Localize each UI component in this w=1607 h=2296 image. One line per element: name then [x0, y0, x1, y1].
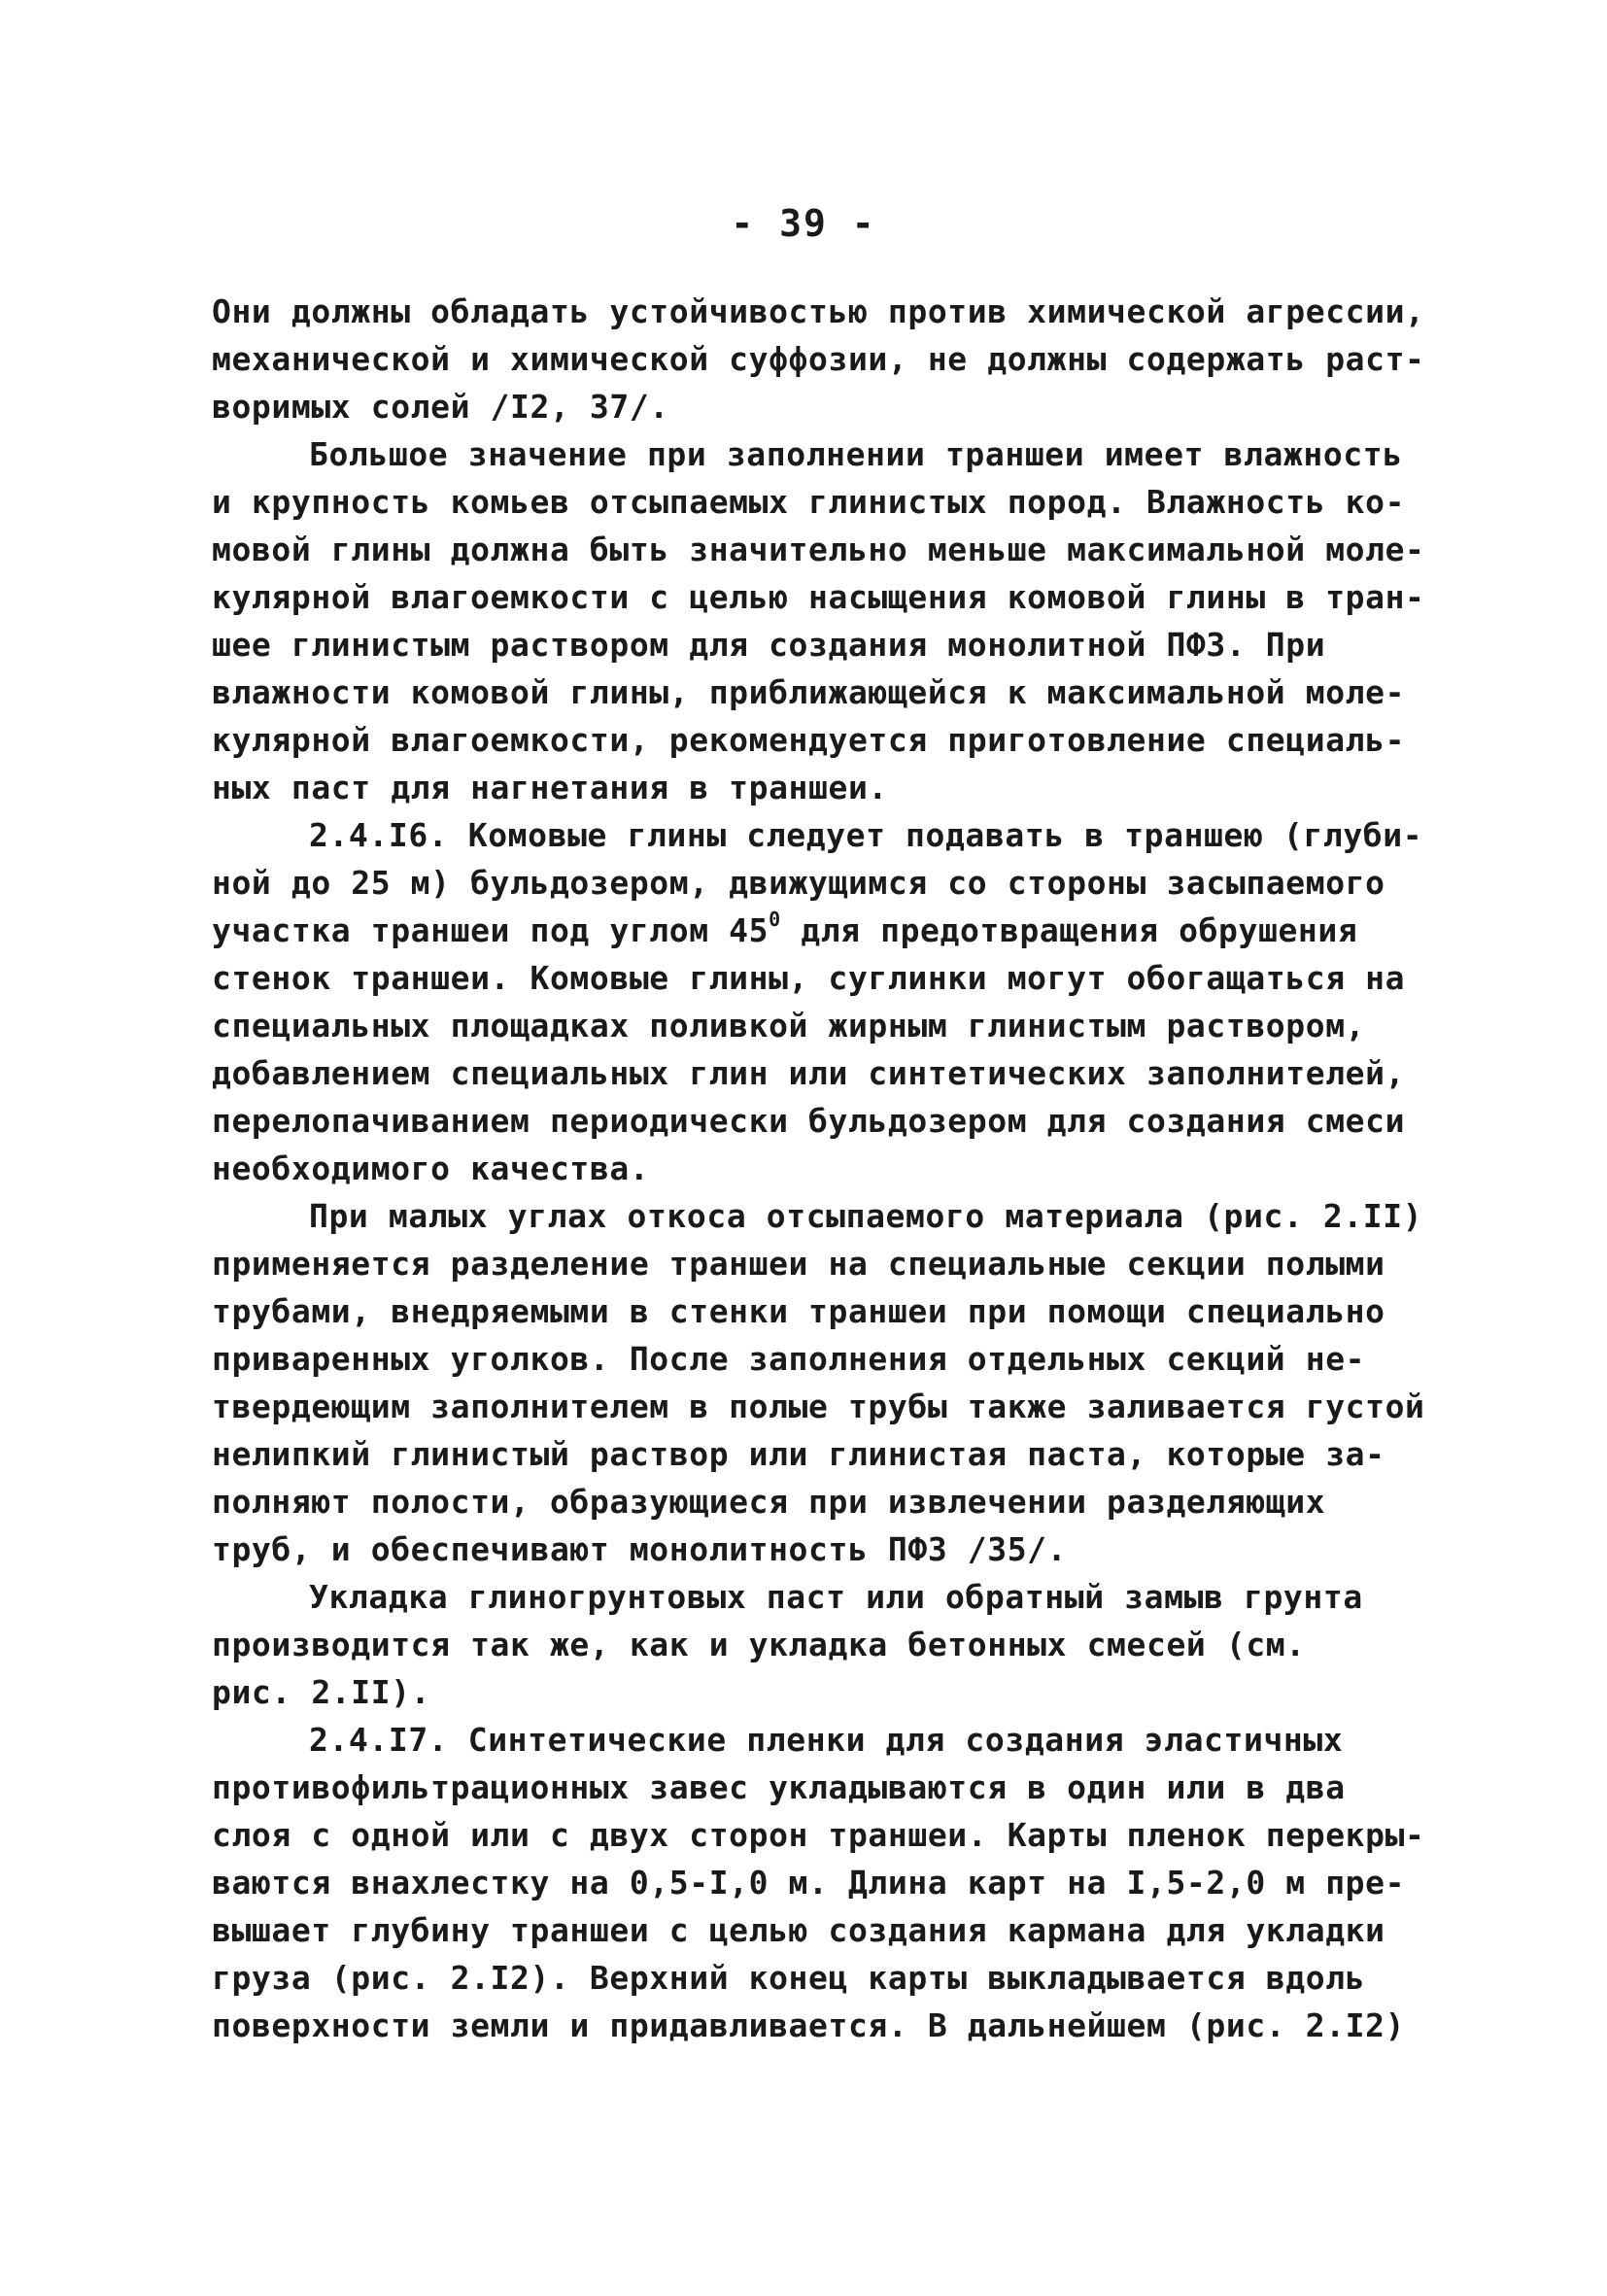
text-line: слоя с одной или с двух сторон траншеи. Карты пленок перекры-	[212, 1816, 1425, 1854]
text-line: механической и химической суффозии, не должны содержать раст-	[212, 340, 1425, 378]
text-line: стенок траншеи. Комовые глины, суглинки могут обогащаться на	[212, 959, 1406, 997]
text-line: рис. 2.II).	[212, 1673, 431, 1711]
text-line: мовой глины должна быть значительно меньше максимальной моле-	[212, 531, 1425, 568]
paragraph-start-line: При малых углах откоса отсыпаемого материала (рис. 2.II)	[309, 1197, 1423, 1235]
text-line: кулярной влагоемкости с целью насыщения комовой глины в тран-	[212, 578, 1425, 616]
text-line: необходимого качества.	[212, 1149, 650, 1187]
page-number: - 39 -	[731, 202, 876, 245]
paragraph-start-line: 2.4.I6. Комовые глины следует подавать в траншею (глуби-	[309, 816, 1423, 854]
text-line: производится так же, как и укладка бетонных смесей (см.	[212, 1626, 1306, 1663]
text-line: воримых солей /I2, 37/.	[212, 388, 669, 426]
text-line: влажности комовой глины, приближающейся к максимальной моле-	[212, 673, 1406, 711]
text-line: полняют полости, образующиеся при извлечении разделяющих	[212, 1483, 1326, 1521]
text-line: нелипкий глинистый раствор или глинистая паста, которые за-	[212, 1435, 1385, 1473]
text-line: твердеющим заполнителем в полые трубы также заливается густой	[212, 1388, 1425, 1425]
text-line: ных паст для нагнетания в траншеи.	[212, 769, 888, 806]
text-line: ной до 25 м) бульдозером, движущимся со стороны засыпаемого	[212, 864, 1385, 902]
text-line: приваренных уголков. После заполнения отдельных секций не-	[212, 1340, 1366, 1378]
text-line-with-degree	[212, 907, 1436, 954]
text-line: поверхности земли и придавливается. В дальнейшем (рис. 2.I2)	[212, 2006, 1406, 2044]
text-line: применяется разделение траншеи на специальные секции полыми	[212, 1245, 1385, 1283]
text-line: перелопачиванием периодически бульдозером для создания смеси	[212, 1102, 1406, 1140]
text-line: ваются внахлестку на 0,5-I,0 м. Длина карт на I,5-2,0 м пре-	[212, 1864, 1406, 1902]
paragraph-start-line: Большое значение при заполнении траншеи имеет влажность	[309, 435, 1403, 473]
text-line: противофильтрационных завес укладываются в один или в два	[212, 1768, 1346, 1806]
text-line: вышает глубину траншеи с целью создания кармана для укладки	[212, 1911, 1385, 1949]
degree-line-main: участка траншеи под углом 45	[212, 911, 769, 949]
text-line: кулярной влагоемкости, рекомендуется приготовление специаль-	[212, 721, 1406, 759]
text-line: добавлением специальных глин или синтетических заполнителей,	[212, 1054, 1406, 1092]
text-line: специальных площадках поливкой жирным глинистым раствором,	[212, 1007, 1366, 1045]
paragraph-start-line: Укладка глиногрунтовых паст или обратный замыв грунта	[309, 1578, 1363, 1616]
text-line: груза (рис. 2.I2). Верхний конец карты выкладывается вдоль	[212, 1959, 1366, 1997]
paragraph-start-line: 2.4.I7. Синтетические пленки для создания эластичных	[309, 1721, 1344, 1759]
degree-superscript: 0	[769, 908, 781, 931]
text-line: Они должны обладать устойчивостью против химической агрессии,	[212, 292, 1425, 330]
text-line: трубами, внедряемыми в стенки траншеи при помощи специально	[212, 1292, 1385, 1330]
body-text	[212, 288, 1436, 2049]
text-line: труб, и обеспечивают монолитность ПФЗ /35/.	[212, 1530, 1068, 1568]
text-line: шее глинистым раствором для создания монолитной ПФЗ. При	[212, 626, 1326, 664]
text-line: и крупность комьев отсыпаемых глинистых пород. Влажность ко-	[212, 483, 1406, 521]
degree-line-rest: для предотвращения обрушения	[780, 911, 1358, 949]
